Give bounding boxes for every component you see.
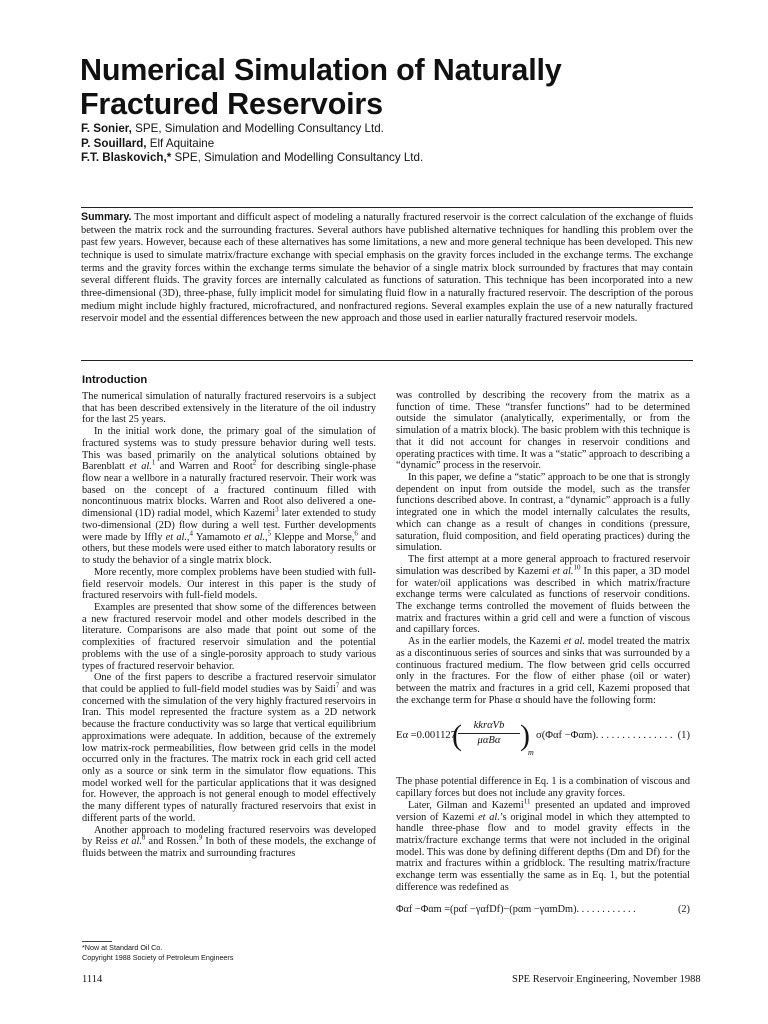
equation-rhs: σ(Φαf −Φαm). . . . . . . . . . . . . . . <box>536 730 673 742</box>
fraction-denominator: μαBα <box>477 735 501 747</box>
summary-block <box>81 211 693 326</box>
equation-number: (2) <box>677 903 690 915</box>
equation-number: (1) <box>677 730 690 742</box>
left-column <box>82 374 376 860</box>
close-paren: ) <box>520 719 530 753</box>
open-paren: ( <box>452 719 462 753</box>
paragraph: More recently, more complex problems have been studied with full-field reservoir models. Our interest in this paper is the study of fractured reservoirs with full-field models. <box>82 566 376 602</box>
summary-label: Summary. <box>81 211 132 223</box>
paragraph: In the initial work done, the primary goal of the simulation of fractured systems was to study pressure behavior during well tests. This was based primarily on the analytical solutions obtained by Barenblatt et al.$^1$ and Warren and Root$^2$ for describing single-phase flow near a wellbore in a naturally fractured reservoir. Their work was based on the concept of a fractured continuum filled with noncontinuous matrix blocks. Warren and Root also delivered a one-dimensional (1D) radial model, which Kazemi$^3$ later extended to study two-dimensional (2D) flow during a well test. Further developments were made by Iffly et al.,$^4$ Yamamoto et al.,$^5$ Kleppe and Morse,$^6$ and others, but these models were used either to match laboratory results or to study the behavior of a single matrix block. <box>82 426 376 567</box>
author-line <box>81 122 681 137</box>
summary-text: The most important and difficult aspect of modeling a naturally fractured reservoir is the correct calculation of the exchange of fluids between the matrix rock and the surrounding fractures. Several authors have published alternative techniques for handling this problem over the past few years. However, because each of these alternatives has some limitations, a new and more general technique has been developed. This new technique is used to simulate matrix/fracture exchange with special emphasis on the gravity forces included in the exchange terms. The exchange terms and the gravity forces within the exchange terms simulate the behavior of a single matrix block surrounded by fractures that may contain several different fluids. The gravity forces are internally calculated as functions of saturation. This technique has been incorporated into a new three-dimensional (3D), three-phase, fully implicit model for simulating fluid flow in a naturally fractured reservoir. The description of the porous medium might include highly fractured, microfractured, and nonfractured regions. Several examples explain the use of a new naturally fractured reservoir model and the essential differences between the new approach and those used in earlier naturally fractured reservoir models. <box>81 212 693 325</box>
equation-lhs: Eα =0.001127 <box>396 730 456 742</box>
equation-fraction <box>458 720 520 746</box>
paragraph: Examples are presented that show some of the differences between a new fractured reservoir model and other models described in the literature. Comparisons are also made that point out some of the complexities of fractured reservoir simulation and the potential problems with the use of a single-porosity approach to study various types of fractured reservoir behavior. <box>82 601 376 672</box>
paragraph: The numerical simulation of naturally fractured reservoirs is a subject that has been described extensively in the literature of the oil industry for the last 25 years. <box>82 391 376 426</box>
paragraph: Another approach to modeling fractured reservoirs was developed by Reiss et al.$^8$ and Rossen.$^9$ In both of these models, the exchange of fluids between the matrix and surrounding fractures <box>82 824 377 860</box>
matrix-subscript: m <box>528 748 534 758</box>
citation-ref: 7 <box>335 681 340 690</box>
summary-bottom-rule <box>81 360 693 361</box>
paragraph: Later, Gilman and Kazemi$^{11}$ presented an updated and improved version of Kazemi et al.’s original model in which they attempted to handle three-phase flow and to model gravity effects in the matrix/fracture exchange terms that were not included in the original model. This was done by defining different depths (Dm and Df) for the matrix and fractures within a gridblock. The resulting matrix/fracture exchange term was essentially the same as in Eq. 1, but the potential difference was redefined as <box>396 797 691 893</box>
equation-2 <box>396 904 690 918</box>
paper-title: Numerical Simulation of Naturally Fractured Reservoirs <box>80 53 562 121</box>
paragraph: was controlled by describing the recovery from the matrix as a function of time. These “transfer functions” had to be determined outside the simulator (analytically, experimentally, or from the simulation of a matrix block). The basic problem with this technique is that it did not account for changes in reservoir conditions and operating practices with time. It was a “static” approach to describing a “dynamic” process in the reservoir. <box>396 390 690 472</box>
author-affiliation: SPE, Simulation and Modelling Consultancy Ltd. <box>171 151 424 164</box>
section-heading-introduction: Introduction <box>82 374 148 386</box>
paragraph: The first attempt at a more general approach to fractured reservoir simulation was described by Kazemi et al.$^{10}$ In this paper, a 3D model for water/oil applications was described in which matrix/fracture exchange terms were calculated as functions of reservoir conditions. The exchange terms controlled the movement of fluids between the matrix and fractures within a grid cell and were a function of viscous and capillary forces. <box>396 554 690 636</box>
author-affiliation: SPE, Simulation and Modelling Consultancy Ltd. <box>131 122 384 135</box>
paragraph: The phase potential difference in Eq. 1 is a combination of viscous and capillary forces but does not include any gravity forces. <box>396 776 690 800</box>
citation-ref: 10 <box>573 563 581 572</box>
citation-ref: 11 <box>523 797 531 806</box>
footnotes <box>82 943 376 963</box>
citation-ref: 4 <box>189 529 193 538</box>
author-name: P. Souillard, <box>81 136 147 150</box>
citation-ref: 3 <box>275 505 279 514</box>
author-affiliation: Elf Aquitaine <box>146 136 215 150</box>
footnote: *Now at Standard Oil Co. <box>82 943 163 952</box>
paragraph: As in the earlier models, the Kazemi et al. model treated the matrix as a discontinuous series of sources and sinks that was surrounded by a continuous fractured medium. The flow between grid cells occurred only in the fractures. For the flow of either phase (oil or water) between the matrix and fractures in a grid cell, Kazemi proposed that the exchange term for Phase α should have the following form: <box>396 636 690 706</box>
paragraph: One of the first papers to describe a fractured reservoir simulator that could be applied to full-field model studies was by Saidi$^7$ and was concerned with the simulation of the very highly fractured reservoirs in Iran. This model represented the fracture system as a 2D network because the fracture conductivity was so large that vertical equilibrium approximations were adequate. In addition, because of the extremely low matrix-rock permeabilities, flow between grid cells in the model occurred only in the fractures. The matrix rock in each grid cell acted only as a source or sink term in the simulator flow equations. This model worked well for the particular applications that it was designed for. However, the approach is not general enough to model effectively the many different types of naturally fractured reservoirs that exist in different parts of the world. <box>82 672 377 824</box>
citation-ref: 9 <box>198 833 203 842</box>
page-number: 1114 <box>82 974 103 985</box>
paragraph: In this paper, we define a “static” approach to be one that is strongly dependent on input from outside the model, such as the transfer functions described above. In contrast, a “dynamic” approach is a fully integrated one in which the model internally calculates the results, which can change as a result of changes in conditions (pressure, saturation, fluid composition, and field operating practices) during the simulation. <box>396 472 690 554</box>
author-name: F.T. Blaskovich,* <box>81 151 172 164</box>
author-line <box>81 137 681 152</box>
equation-body: Φαf −Φαm =(pαf −γαfDf)−(pαm −γαmDm). . . . . . . . . . . . <box>396 903 636 915</box>
fraction-numerator: kkrαVb <box>458 720 520 734</box>
author-line <box>81 151 681 166</box>
right-column <box>396 390 690 918</box>
citation-ref: 8 <box>141 833 146 842</box>
citation-ref: 2 <box>252 458 257 467</box>
footnote-rule <box>82 941 112 942</box>
author-list <box>81 122 681 166</box>
author-name: F. Sonier, <box>81 122 132 135</box>
equation-1 <box>396 720 690 760</box>
copyright-note: Copyright 1988 Society of Petroleum Engineers <box>82 953 234 962</box>
citation-ref: 1 <box>151 458 156 467</box>
citation-ref: 5 <box>267 529 272 538</box>
summary-top-rule <box>81 207 693 208</box>
journal-footer: SPE Reservoir Engineering, November 1988 <box>512 974 701 985</box>
citation-ref: 6 <box>354 529 358 538</box>
